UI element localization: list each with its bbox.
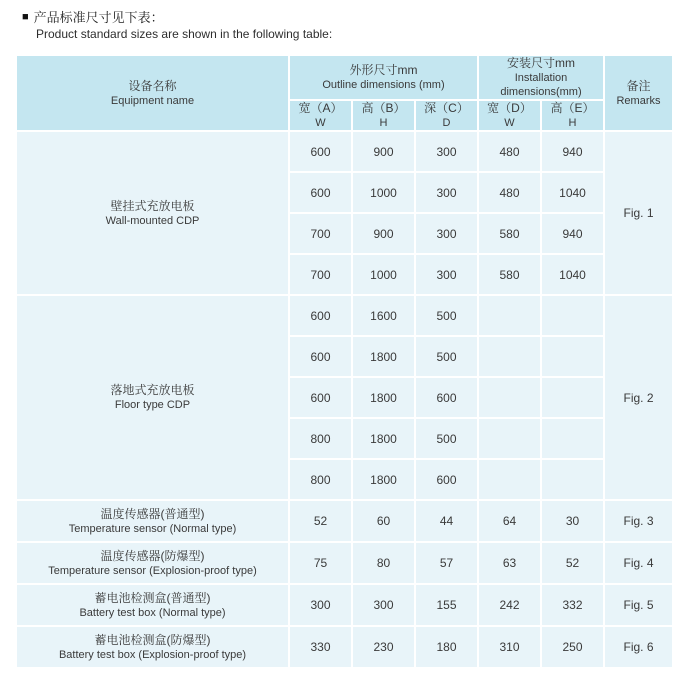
table-row — [16, 584, 673, 626]
dim-cell — [541, 418, 604, 459]
equipment-name-en: Wall-mounted CDP — [105, 214, 200, 227]
equipment-name-cell — [16, 131, 289, 295]
col-header-width-a — [289, 100, 352, 131]
dim-cell: 250 — [541, 626, 604, 668]
col-header-width-a-en: W — [315, 117, 326, 129]
dim-cell: 700 — [289, 213, 352, 254]
dim-cell — [478, 336, 541, 377]
equipment-name-en: Battery test box (Normal type) — [79, 606, 226, 619]
table-row — [16, 542, 673, 584]
table-row — [16, 626, 673, 668]
dim-cell: 230 — [352, 626, 415, 668]
col-header-height-b-zh: 高（B） — [361, 101, 406, 115]
dim-cell: 1000 — [352, 254, 415, 295]
dim-cell: 1600 — [352, 295, 415, 336]
dim-cell: 600 — [415, 377, 478, 418]
col-header-remarks-en: Remarks — [616, 94, 661, 107]
dim-cell: 800 — [289, 459, 352, 500]
col-header-outline-zh: 外形尺寸mm — [349, 63, 418, 77]
dim-cell: 600 — [289, 336, 352, 377]
col-header-width-a-zh: 宽（A） — [298, 101, 343, 115]
dim-cell: 900 — [352, 131, 415, 172]
table-row — [16, 295, 673, 336]
dim-cell: 332 — [541, 584, 604, 626]
dim-cell: 75 — [289, 542, 352, 584]
equipment-name-zh: 蓄电池检测盒(防爆型) — [94, 632, 211, 647]
remark-cell: Fig. 2 — [604, 295, 673, 500]
dim-cell: 30 — [541, 500, 604, 542]
col-header-height-e — [541, 100, 604, 131]
equipment-name-en: Battery test box (Explosion-proof type) — [58, 648, 247, 661]
dim-cell: 64 — [478, 500, 541, 542]
col-header-height-b-en: H — [379, 117, 388, 129]
equipment-name-en: Temperature sensor (Normal type) — [68, 522, 237, 535]
col-header-depth-c-en: D — [442, 117, 451, 129]
dim-cell — [541, 336, 604, 377]
dim-cell: 940 — [541, 213, 604, 254]
dim-cell — [478, 295, 541, 336]
remark-cell: Fig. 1 — [604, 131, 673, 295]
dim-cell: 600 — [289, 172, 352, 213]
dim-cell: 1800 — [352, 377, 415, 418]
col-header-width-d — [478, 100, 541, 131]
dim-cell: 500 — [415, 418, 478, 459]
equipment-name-en: Temperature sensor (Explosion-proof type) — [48, 564, 257, 577]
col-header-height-e-zh: 高（E） — [550, 101, 595, 115]
dim-cell: 700 — [289, 254, 352, 295]
page-header — [0, 0, 688, 42]
page-title-en: Product standard sizes are shown in the following table: — [36, 27, 333, 41]
equipment-name-en: Floor type CDP — [114, 399, 191, 411]
dim-cell: 580 — [478, 213, 541, 254]
equipment-name-zh: 壁挂式充放电板 — [110, 198, 195, 213]
dim-cell: 300 — [415, 131, 478, 172]
dim-cell — [541, 377, 604, 418]
dim-cell — [478, 418, 541, 459]
dim-cell: 1800 — [352, 459, 415, 500]
dim-cell: 52 — [541, 542, 604, 584]
dim-cell: 300 — [289, 584, 352, 626]
col-header-width-d-en: W — [504, 117, 515, 129]
col-header-depth-c — [415, 100, 478, 131]
remark-cell: Fig. 4 — [604, 542, 673, 584]
col-header-installation-en: Installation dimensions(mm) — [500, 72, 582, 98]
dim-cell: 600 — [415, 459, 478, 500]
page-title-zh-line — [22, 9, 688, 26]
col-header-height-e-en: H — [568, 117, 577, 129]
equipment-name-zh: 落地式充放电板 — [110, 383, 195, 397]
equipment-name-zh: 温度传感器(防爆型) — [100, 548, 205, 563]
dim-cell: 940 — [541, 131, 604, 172]
dim-cell: 900 — [352, 213, 415, 254]
remark-cell: Fig. 3 — [604, 500, 673, 542]
dim-cell: 480 — [478, 131, 541, 172]
equipment-name-zh: 蓄电池检测盒(普通型) — [94, 590, 211, 605]
col-header-width-d-zh: 宽（D） — [487, 101, 532, 115]
dim-cell — [478, 377, 541, 418]
dim-cell: 300 — [415, 172, 478, 213]
dim-cell: 57 — [415, 542, 478, 584]
table-row — [16, 131, 673, 172]
dim-cell: 480 — [478, 172, 541, 213]
product-size-table — [15, 54, 674, 669]
dim-cell: 155 — [415, 584, 478, 626]
col-header-installation — [478, 55, 604, 100]
col-header-remarks — [604, 55, 673, 131]
dim-cell: 242 — [478, 584, 541, 626]
equipment-name-cell — [16, 500, 289, 542]
equipment-name-cell — [16, 584, 289, 626]
dim-cell: 580 — [478, 254, 541, 295]
square-bullet-icon: ■ — [22, 11, 29, 23]
dim-cell: 310 — [478, 626, 541, 668]
dim-cell: 600 — [289, 377, 352, 418]
dim-cell — [541, 295, 604, 336]
col-header-height-b — [352, 100, 415, 131]
dim-cell: 300 — [415, 213, 478, 254]
equipment-name-zh: 温度传感器(普通型) — [100, 506, 205, 521]
dim-cell: 60 — [352, 500, 415, 542]
dim-cell: 1000 — [352, 172, 415, 213]
table-row — [16, 500, 673, 542]
col-header-installation-zh: 安装尺寸mm — [507, 56, 575, 70]
dim-cell: 180 — [415, 626, 478, 668]
dim-cell: 1040 — [541, 254, 604, 295]
dim-cell: 1800 — [352, 336, 415, 377]
dim-cell: 600 — [289, 295, 352, 336]
dim-cell: 500 — [415, 336, 478, 377]
page-title-zh: 产品标准尺寸见下表： — [33, 10, 164, 25]
dim-cell: 500 — [415, 295, 478, 336]
dim-cell: 300 — [415, 254, 478, 295]
dim-cell: 300 — [352, 584, 415, 626]
dim-cell: 600 — [289, 131, 352, 172]
dim-cell: 44 — [415, 500, 478, 542]
col-header-equipment — [16, 55, 289, 131]
equipment-name-cell — [16, 295, 289, 500]
remark-cell: Fig. 6 — [604, 626, 673, 668]
dim-cell: 330 — [289, 626, 352, 668]
dim-cell — [541, 459, 604, 500]
remark-cell: Fig. 5 — [604, 584, 673, 626]
col-header-equipment-en: Equipment name — [110, 94, 195, 107]
equipment-name-cell — [16, 626, 289, 668]
dim-cell: 1800 — [352, 418, 415, 459]
dim-cell — [478, 459, 541, 500]
dim-cell: 800 — [289, 418, 352, 459]
dim-cell: 63 — [478, 542, 541, 584]
col-header-outline — [289, 55, 478, 100]
col-header-equipment-zh: 设备名称 — [128, 78, 177, 93]
col-header-depth-c-zh: 深（C） — [424, 101, 469, 115]
dim-cell: 1040 — [541, 172, 604, 213]
equipment-name-cell — [16, 542, 289, 584]
col-header-outline-en: Outline dimensions (mm) — [322, 79, 445, 91]
dim-cell: 80 — [352, 542, 415, 584]
dim-cell: 52 — [289, 500, 352, 542]
col-header-remarks-zh: 备注 — [626, 78, 651, 93]
